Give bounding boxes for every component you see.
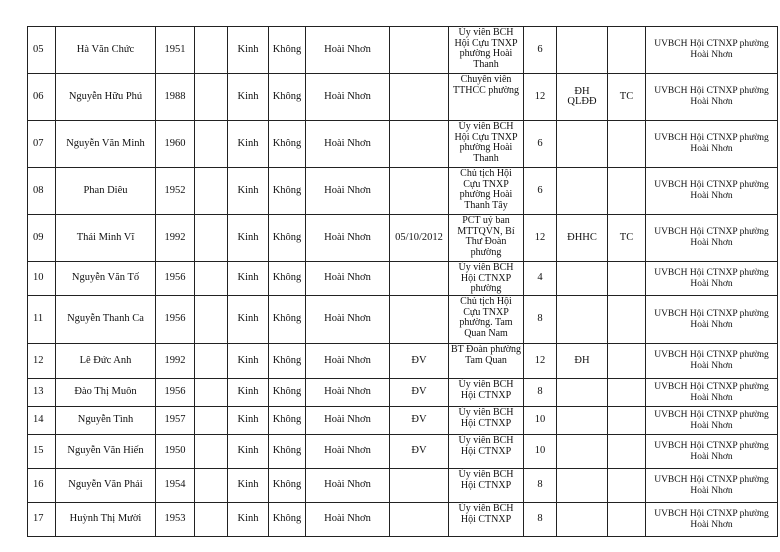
row-name: Lê Đức Anh — [56, 344, 156, 379]
row-ethnic: Kinh — [228, 407, 269, 435]
table-row — [28, 469, 778, 503]
row-expertise: ĐH QLĐĐ — [557, 74, 608, 121]
member-table-body — [28, 27, 778, 537]
row-expertise — [557, 379, 608, 407]
row-politics — [608, 168, 646, 215]
row-hometown: Hoài Nhơn — [306, 168, 390, 215]
row-stt: 08 — [28, 168, 56, 215]
row-note: UVBCH Hội CTNXP phường Hoài Nhơn — [646, 435, 778, 469]
table-row — [28, 296, 778, 344]
row-stt: 16 — [28, 469, 56, 503]
row-birth-year: 1952 — [156, 168, 195, 215]
row-education: 8 — [524, 503, 557, 537]
row-birth-year: 1956 — [156, 379, 195, 407]
row-note: UVBCH Hội CTNXP phường Hoài Nhơn — [646, 215, 778, 262]
row-politics — [608, 469, 646, 503]
row-religion: Không — [269, 215, 306, 262]
row-expertise — [557, 262, 608, 296]
row-female — [195, 296, 228, 344]
table-row — [28, 74, 778, 121]
row-female — [195, 435, 228, 469]
row-note: UVBCH Hội CTNXP phường Hoài Nhơn — [646, 74, 778, 121]
row-note: UVBCH Hội CTNXP phường Hoài Nhơn — [646, 469, 778, 503]
row-name: Nguyễn Văn Hiến — [56, 435, 156, 469]
row-party — [390, 262, 449, 296]
row-female — [195, 379, 228, 407]
row-religion: Không — [269, 503, 306, 537]
row-note: UVBCH Hội CTNXP phường Hoài Nhơn — [646, 407, 778, 435]
member-table — [27, 26, 778, 537]
row-note: UVBCH Hội CTNXP phường Hoài Nhơn — [646, 168, 778, 215]
row-party: 05/10/2012 — [390, 215, 449, 262]
row-position: BT Đoàn phường Tam Quan — [449, 344, 524, 379]
row-expertise — [557, 168, 608, 215]
row-hometown: Hoài Nhơn — [306, 379, 390, 407]
row-ethnic: Kinh — [228, 27, 269, 74]
row-position: Ủy viên BCH Hội CTNXP — [449, 503, 524, 537]
row-politics — [608, 344, 646, 379]
row-stt: 07 — [28, 121, 56, 168]
row-position: Ủy viên BCH Hội CTNXP — [449, 469, 524, 503]
row-party — [390, 121, 449, 168]
row-expertise — [557, 407, 608, 435]
row-party — [390, 74, 449, 121]
row-ethnic: Kinh — [228, 296, 269, 344]
row-religion: Không — [269, 344, 306, 379]
row-religion: Không — [269, 262, 306, 296]
row-politics — [608, 296, 646, 344]
row-party — [390, 296, 449, 344]
row-politics — [608, 503, 646, 537]
row-ethnic: Kinh — [228, 344, 269, 379]
row-ethnic: Kinh — [228, 121, 269, 168]
row-education: 12 — [524, 215, 557, 262]
row-party: ĐV — [390, 435, 449, 469]
row-religion: Không — [269, 379, 306, 407]
row-religion: Không — [269, 27, 306, 74]
row-female — [195, 503, 228, 537]
row-position: PCT uỷ ban MTTQVN, Bí Thư Đoàn phường — [449, 215, 524, 262]
row-position: Chủ tịch Hội Cựu TNXP phường Hoài Thanh Tây — [449, 168, 524, 215]
row-education: 12 — [524, 74, 557, 121]
table-row — [28, 262, 778, 296]
row-party — [390, 503, 449, 537]
row-ethnic: Kinh — [228, 435, 269, 469]
row-hometown: Hoài Nhơn — [306, 407, 390, 435]
table-row — [28, 344, 778, 379]
row-name: Nguyễn Hữu Phú — [56, 74, 156, 121]
row-religion: Không — [269, 407, 306, 435]
row-stt: 14 — [28, 407, 56, 435]
row-education: 12 — [524, 344, 557, 379]
row-ethnic: Kinh — [228, 168, 269, 215]
row-hometown: Hoài Nhơn — [306, 469, 390, 503]
row-note: UVBCH Hội CTNXP phường Hoài Nhơn — [646, 262, 778, 296]
row-ethnic: Kinh — [228, 379, 269, 407]
row-politics — [608, 435, 646, 469]
row-education: 6 — [524, 121, 557, 168]
row-expertise — [557, 435, 608, 469]
row-ethnic: Kinh — [228, 215, 269, 262]
row-education: 6 — [524, 27, 557, 74]
row-education: 8 — [524, 379, 557, 407]
row-expertise — [557, 121, 608, 168]
row-expertise — [557, 469, 608, 503]
row-position: Ủy viên BCH Hội Cựu TNXP phường Hoài Thanh — [449, 121, 524, 168]
row-ethnic: Kinh — [228, 262, 269, 296]
row-name: Phan Diêu — [56, 168, 156, 215]
row-party: ĐV — [390, 344, 449, 379]
row-female — [195, 344, 228, 379]
row-hometown: Hoài Nhơn — [306, 262, 390, 296]
row-hometown: Hoài Nhơn — [306, 215, 390, 262]
table-row — [28, 168, 778, 215]
row-party: ĐV — [390, 407, 449, 435]
row-female — [195, 121, 228, 168]
row-stt: 06 — [28, 74, 56, 121]
row-hometown: Hoài Nhơn — [306, 121, 390, 168]
row-ethnic: Kinh — [228, 503, 269, 537]
row-female — [195, 27, 228, 74]
table-row — [28, 27, 778, 74]
row-party: ĐV — [390, 379, 449, 407]
table-row — [28, 407, 778, 435]
row-hometown: Hoài Nhơn — [306, 435, 390, 469]
row-religion: Không — [269, 435, 306, 469]
row-birth-year: 1951 — [156, 27, 195, 74]
row-birth-year: 1992 — [156, 344, 195, 379]
row-education: 10 — [524, 435, 557, 469]
row-name: Huỳnh Thị Mười — [56, 503, 156, 537]
table-row — [28, 215, 778, 262]
row-hometown: Hoài Nhơn — [306, 503, 390, 537]
row-expertise — [557, 503, 608, 537]
row-hometown: Hoài Nhơn — [306, 296, 390, 344]
row-position: Chủ tịch Hội Cựu TNXP phường. Tam Quan Nam — [449, 296, 524, 344]
row-position: Ủy viên BCH Hội CTNXP — [449, 379, 524, 407]
row-hometown: Hoài Nhơn — [306, 27, 390, 74]
row-politics — [608, 262, 646, 296]
row-female — [195, 74, 228, 121]
row-party — [390, 469, 449, 503]
row-birth-year: 1956 — [156, 296, 195, 344]
row-politics — [608, 27, 646, 74]
row-education: 8 — [524, 469, 557, 503]
row-expertise — [557, 27, 608, 74]
row-name: Nguyễn Tình — [56, 407, 156, 435]
row-politics: TC — [608, 215, 646, 262]
row-expertise: ĐH — [557, 344, 608, 379]
row-stt: 13 — [28, 379, 56, 407]
row-position: Ủy viên BCH Hội CTNXP — [449, 407, 524, 435]
row-birth-year: 1988 — [156, 74, 195, 121]
row-religion: Không — [269, 469, 306, 503]
row-stt: 17 — [28, 503, 56, 537]
row-female — [195, 469, 228, 503]
row-note: UVBCH Hội CTNXP phường Hoài Nhơn — [646, 27, 778, 74]
row-hometown: Hoài Nhơn — [306, 74, 390, 121]
row-expertise — [557, 296, 608, 344]
row-politics — [608, 407, 646, 435]
row-position: Ủy viên BCH Hội Cựu TNXP phường Hoài Thanh — [449, 27, 524, 74]
row-name: Đào Thị Muôn — [56, 379, 156, 407]
row-birth-year: 1956 — [156, 262, 195, 296]
row-female — [195, 407, 228, 435]
row-party — [390, 27, 449, 74]
row-birth-year: 1954 — [156, 469, 195, 503]
row-note: UVBCH Hội CTNXP phường Hoài Nhơn — [646, 379, 778, 407]
row-name: Nguyễn Văn Phải — [56, 469, 156, 503]
row-stt: 11 — [28, 296, 56, 344]
row-birth-year: 1950 — [156, 435, 195, 469]
row-birth-year: 1960 — [156, 121, 195, 168]
row-politics — [608, 379, 646, 407]
row-stt: 10 — [28, 262, 56, 296]
row-education: 8 — [524, 296, 557, 344]
row-party — [390, 168, 449, 215]
row-expertise: ĐHHC — [557, 215, 608, 262]
row-education: 10 — [524, 407, 557, 435]
row-religion: Không — [269, 168, 306, 215]
row-hometown: Hoài Nhơn — [306, 344, 390, 379]
row-name: Nguyễn Văn Tố — [56, 262, 156, 296]
row-religion: Không — [269, 121, 306, 168]
row-name: Nguyễn Thanh Ca — [56, 296, 156, 344]
row-stt: 09 — [28, 215, 56, 262]
row-stt: 12 — [28, 344, 56, 379]
row-name: Thái Minh Vĩ — [56, 215, 156, 262]
row-female — [195, 215, 228, 262]
row-note: UVBCH Hội CTNXP phường Hoài Nhơn — [646, 121, 778, 168]
table-row — [28, 435, 778, 469]
row-religion: Không — [269, 74, 306, 121]
row-politics — [608, 121, 646, 168]
row-female — [195, 262, 228, 296]
row-stt: 15 — [28, 435, 56, 469]
row-birth-year: 1957 — [156, 407, 195, 435]
table-row — [28, 503, 778, 537]
row-name: Nguyễn Văn Minh — [56, 121, 156, 168]
row-education: 6 — [524, 168, 557, 215]
table-row — [28, 379, 778, 407]
row-ethnic: Kinh — [228, 74, 269, 121]
table-row — [28, 121, 778, 168]
row-ethnic: Kinh — [228, 469, 269, 503]
row-position: Chuyên viên TTHCC phường — [449, 74, 524, 121]
row-note: UVBCH Hội CTNXP phường Hoài Nhơn — [646, 503, 778, 537]
row-note: UVBCH Hội CTNXP phường Hoài Nhơn — [646, 296, 778, 344]
row-politics: TC — [608, 74, 646, 121]
row-note: UVBCH Hội CTNXP phường Hoài Nhơn — [646, 344, 778, 379]
row-female — [195, 168, 228, 215]
row-religion: Không — [269, 296, 306, 344]
row-birth-year: 1992 — [156, 215, 195, 262]
row-position: Ủy viên BCH Hội CTNXP — [449, 435, 524, 469]
row-position: Ủy viên BCH Hội CTNXP phường — [449, 262, 524, 296]
row-stt: 05 — [28, 27, 56, 74]
row-name: Hà Văn Chức — [56, 27, 156, 74]
row-birth-year: 1953 — [156, 503, 195, 537]
row-education: 4 — [524, 262, 557, 296]
